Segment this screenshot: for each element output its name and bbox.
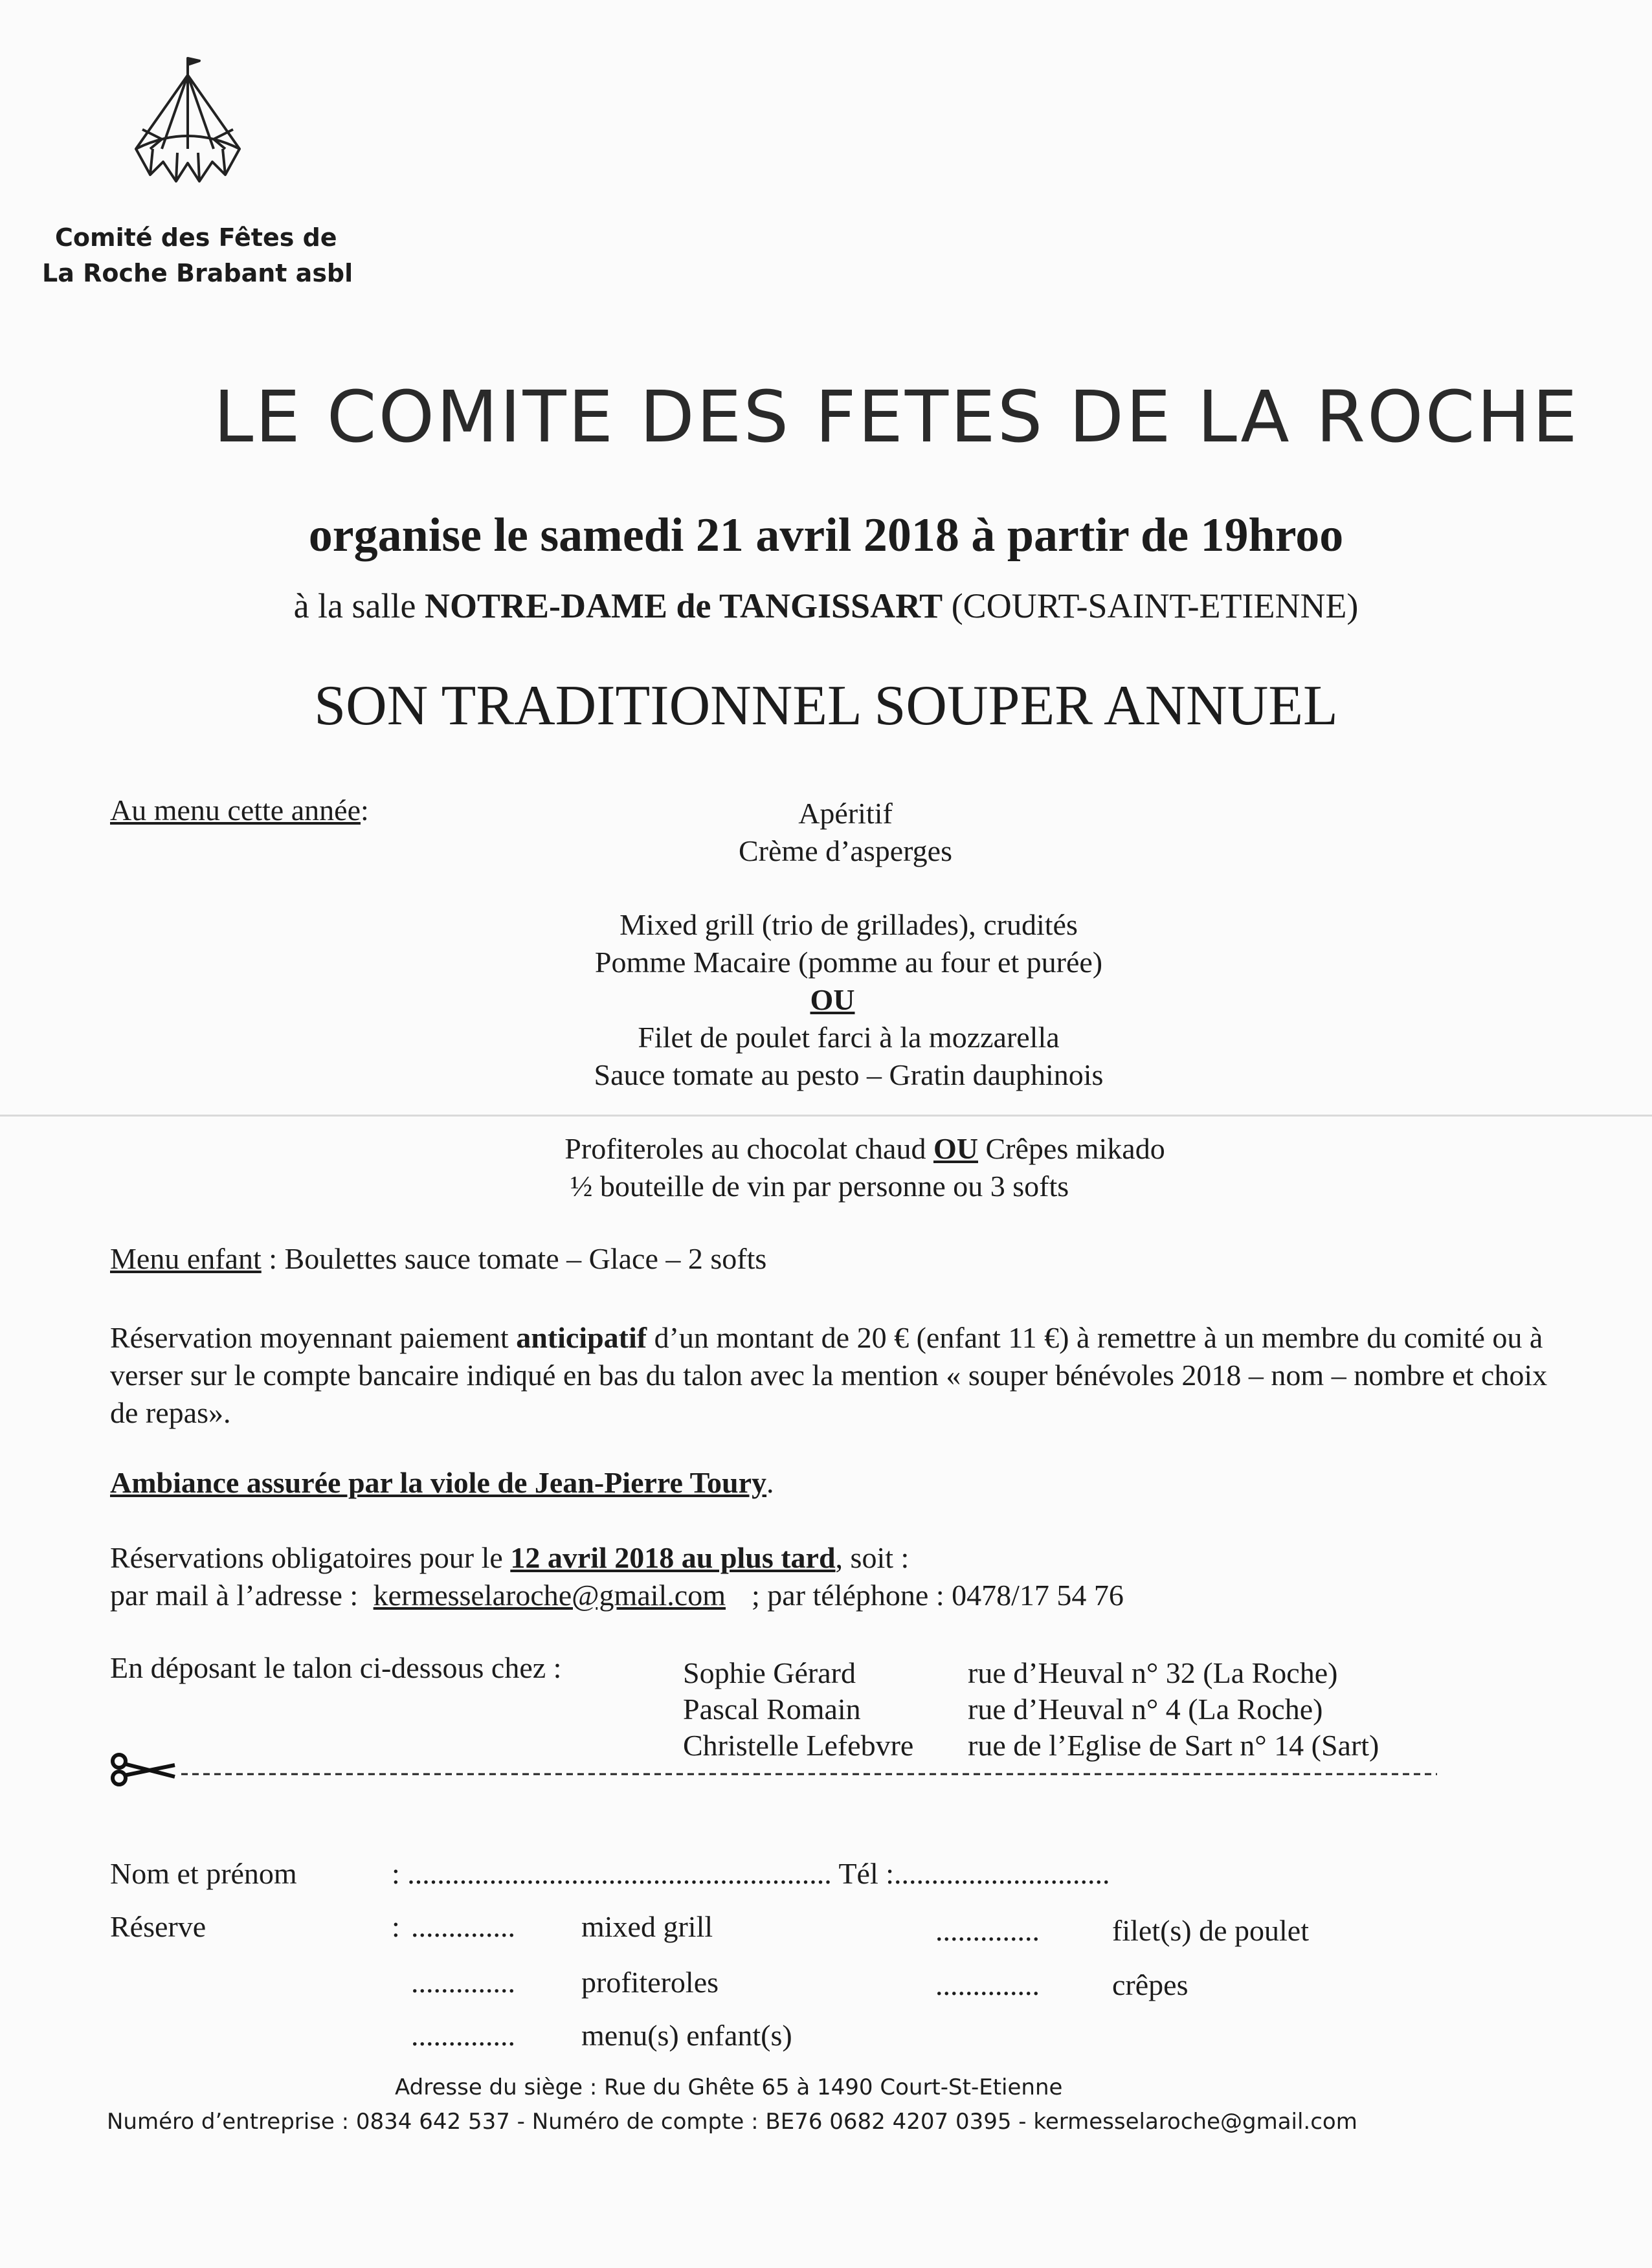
tent-logo-icon [117,52,272,194]
menu-main1-line1: Mixed grill (trio de grillades), crudités [620,908,1078,941]
reservation-bold: anticipatif [516,1321,647,1354]
chicken-fillet-quantity-field[interactable]: .............. [935,1914,1040,1947]
menu-starter-2: Crème d’asperges [739,834,952,867]
page-title: LE COMITE DES FETES DE LA ROCHE [214,375,1579,458]
venue-suffix: (COURT-SAINT-ETIENNE) [943,586,1359,625]
reservation-part1: Réservation moyennant paiement [110,1321,517,1354]
name-phone-field[interactable]: : ......................................................... Tél :............................. [392,1857,1110,1890]
deadline-suffix: , soit : [835,1541,910,1574]
scissors-icon [113,1755,175,1784]
deadline [110,1540,909,1575]
event-title: SON TRADITIONNEL SOUPER ANNUEL [314,674,1338,737]
dessert-b: Crêpes mikado [977,1132,1165,1165]
reserve-item-label: profiteroles [581,1966,719,1999]
mixed-grill-quantity-field[interactable]: .............. [411,1910,515,1943]
menu-starter-1: Apéritif [798,797,893,830]
dessert-or: OU [933,1132,978,1165]
deadline-prefix: Réservations obligatoires pour le [110,1541,511,1574]
kids-menu [110,1241,766,1276]
contact-line [110,1578,1124,1612]
organization-line-1: Comité des Fêtes de [55,223,337,252]
contact-email-link[interactable]: kermesselaroche@gmail.com [373,1579,726,1612]
name-label: Nom et prénom [110,1857,297,1890]
venue [0,586,1652,626]
menu-label-text: Au menu cette année [110,794,361,827]
paper-fold-line [0,1115,1652,1117]
drop-off-intro: En déposant le talon ci-dessous chez : [110,1651,562,1684]
organization-line-2: La Roche Brabant asbl [42,259,353,287]
kids-menu-label: Menu enfant [110,1242,262,1275]
menu-drinks: ½ bouteille de vin par personne ou 3 softs [570,1170,1069,1203]
menu-or: OU [810,983,855,1016]
crepes-quantity-field[interactable]: .............. [935,1968,1040,2001]
scissors-cut-line [110,1751,1437,1790]
menu-main2-line1: Filet de poulet farci à la mozzarella [638,1021,1060,1054]
menu-main2-line2: Sauce tomate au pesto – Gratin dauphinois [594,1058,1104,1091]
event-date: organise le samedi 21 avril 2018 à partir de 19hroo [308,509,1344,562]
reservation-paragraph [110,1319,1560,1432]
reserve-label: Réserve [110,1910,206,1943]
venue-name: NOTRE-DAME de TANGISSART [424,586,943,625]
reservation-part2: d’un montant de 20 € (enfant 11 €) à remettre à un membre du comité ou à verser sur le compte bancaire indiqué en bas du talon avec la mention « souper bénévoles 2018 – nom – nombre et choix de repas». [110,1321,1548,1429]
reserve-item-label: mixed grill [581,1910,713,1943]
footer-address: Adresse du siège : Rue du Ghête 65 à 1490 Court-St-Etienne [395,2074,1063,2100]
ambiance-end: . [766,1466,774,1499]
contact-name: Sophie Gérard [683,1656,856,1689]
menu-label-colon: : [360,794,369,827]
contact-name: Pascal Romain [683,1693,861,1726]
reserve-colon: : [392,1910,400,1943]
deadline-date: 12 avril 2018 au plus tard [510,1541,836,1574]
contact-address: rue de l’Eglise de Sart n° 14 (Sart) [968,1729,1379,1762]
footer-details: Numéro d’entreprise : 0834 642 537 - Numéro de compte : BE76 0682 4207 0395 - kermesselaroche@gmail.com [107,2109,1357,2135]
kids-menu-quantity-field[interactable]: .............. [411,2019,515,2052]
phone-text: ; par téléphone : 0478/17 54 76 [752,1579,1124,1612]
reserve-item-label: crêpes [1112,1968,1189,2001]
ambiance-text: Ambiance assurée par la viole de Jean-Pierre Toury [110,1466,767,1499]
profiteroles-quantity-field[interactable]: .............. [411,1966,515,1999]
contact-name: Christelle Lefebvre [683,1729,914,1762]
contact-address: rue d’Heuval n° 4 (La Roche) [968,1693,1323,1726]
menu-main1-line2: Pomme Macaire (pomme au four et purée) [594,946,1103,979]
reserve-item-label: menu(s) enfant(s) [581,2019,792,2052]
reserve-item-label: filet(s) de poulet [1112,1914,1310,1947]
kids-menu-text: : Boulettes sauce tomate – Glace – 2 softs [261,1242,767,1275]
ambiance [110,1465,774,1500]
mail-prefix: par mail à l’adresse : [110,1579,366,1612]
menu-dessert [39,1131,1652,1166]
contact-address: rue d’Heuval n° 32 (La Roche) [968,1656,1338,1689]
venue-prefix: à la salle [293,586,425,625]
dessert-a: Profiteroles au chocolat chaud [564,1132,933,1165]
